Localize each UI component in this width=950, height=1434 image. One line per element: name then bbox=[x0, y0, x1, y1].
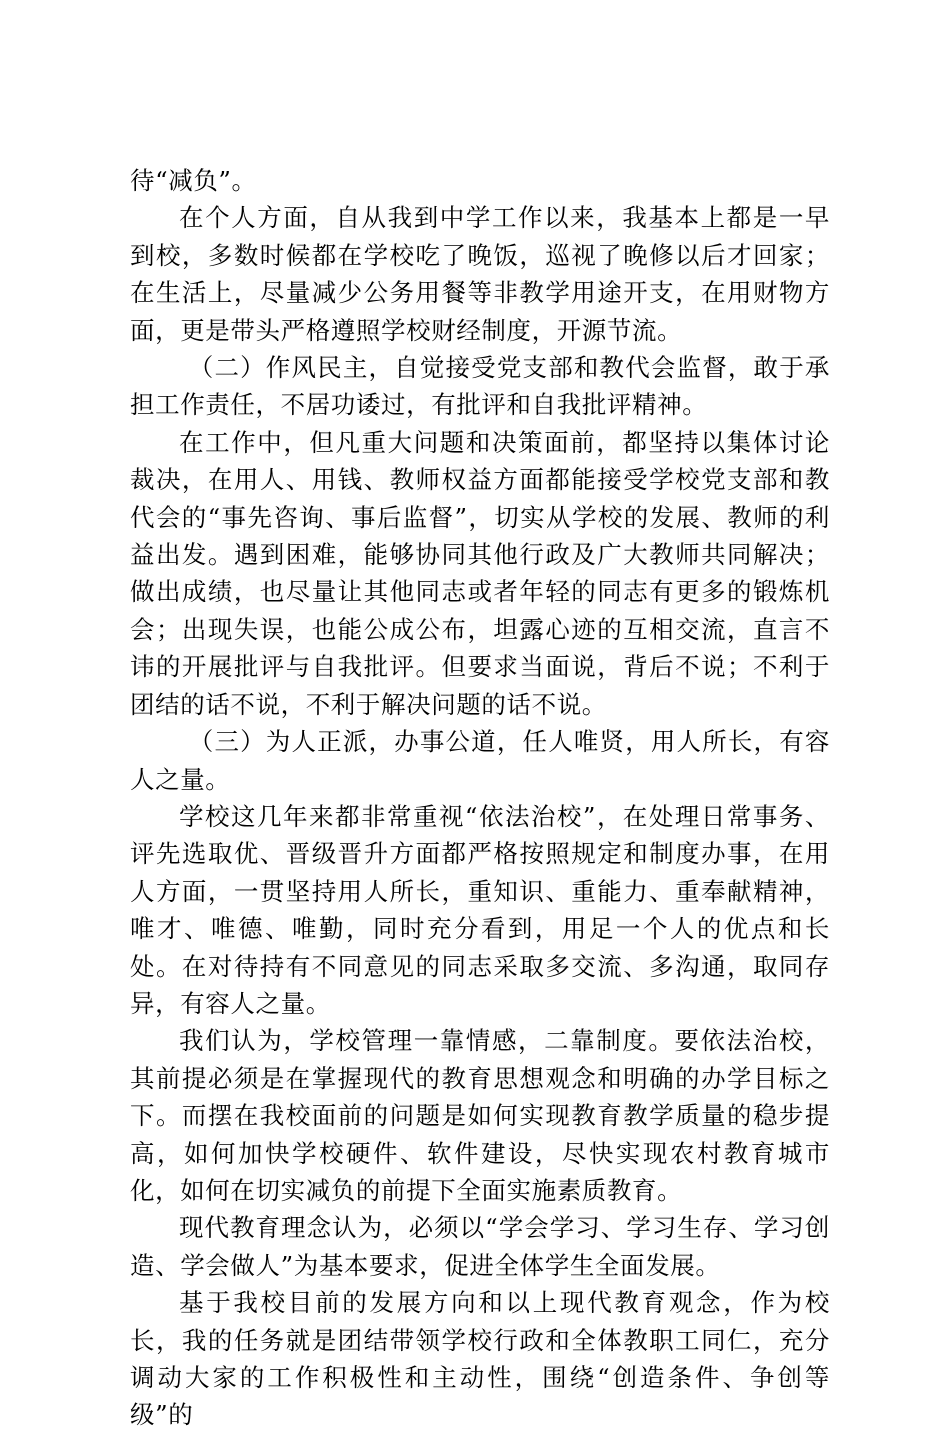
paragraph-modern-education: 现代教育理念认为，必须以“学会学习、学习生存、学习创造、学会做人”为基本要求，促进全体学生全面发展。 bbox=[130, 1213, 830, 1280]
paragraph-school-management: 我们认为，学校管理一靠情感，二靠制度。要依法治校，其前提必须是在掌握现代的教育思想观念和明确的办学目标之下。而摆在我校面前的问题是如何实现教育教学质量的稳步提高，如何加快学校硬件、软件建设，尽快实现农村教育城市化，如何在切实减负的前提下全面实施素质教育。 bbox=[130, 1026, 830, 1205]
paragraph-rule-of-law: 学校这几年来都非常重视“依法治校”，在处理日常事务、评先选取优、晋级晋升方面都严格按照规定和制度办事，在用人方面，一贯坚持用人所长，重知识、重能力、重奉献精神，唯才、唯德、唯勤，同时充分看到，用足一个人的优点和长处。在对待持有不同意见的同志采取多交流、多沟通，取同存异，有容人之量。 bbox=[130, 801, 830, 1018]
paragraph-work-decisions: 在工作中，但凡重大问题和决策面前，都坚持以集体讨论裁决，在用人、用钱、教师权益方面都能接受学校党支部和教代会的“事先咨询、事后监督”，切实从学校的发展、教师的利益出发。遇到困难，能够协同其他行政及广大教师共同解决；做出成绩，也尽量让其他同志或者年轻的同志有更多的锻炼机会；出现失误，也能公成公布，坦露心迹的互相交流，直言不讳的开展批评与自我批评。但要求当面说，背后不说；不利于团结的话不说，不利于解决问题的话不说。 bbox=[130, 427, 830, 719]
document-body bbox=[130, 162, 830, 1434]
paragraph-principal-task: 基于我校目前的发展方向和以上现代教育观念，作为校长，我的任务就是团结带领学校行政和全体教职工同仁，充分调动大家的工作积极性和主动性，围绕“创造条件、争创等级”的 bbox=[130, 1288, 830, 1430]
section-heading-2: （二）作风民主，自觉接受党支部和教代会监督，敢于承担工作责任，不居功诿过，有批评和自我批评精神。 bbox=[130, 353, 830, 420]
paragraph-personal-conduct: 在个人方面，自从我到中学工作以来，我基本上都是一早到校，多数时候都在学校吃了晚饭，巡视了晚修以后才回家；在生活上，尽量减少公务用餐等非教学用途开支，在用财物方面，更是带头严格遵照学校财经制度，开源节流。 bbox=[130, 203, 830, 345]
section-heading-3: （三）为人正派，办事公道，任人唯贤，用人所长，有容人之量。 bbox=[130, 727, 830, 794]
paragraph-continuation: 待“减负”。 bbox=[130, 166, 257, 195]
